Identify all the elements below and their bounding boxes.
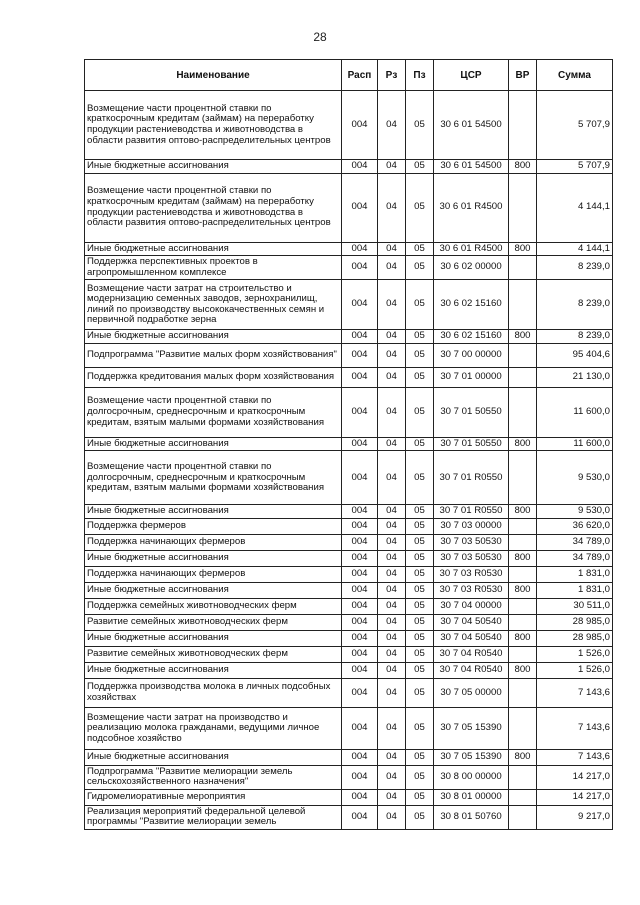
table-row — [85, 550, 613, 566]
cell-rz: 04 — [378, 678, 406, 707]
cell-pz: 05 — [406, 678, 434, 707]
cell-vr: 800 — [509, 242, 537, 256]
table-row — [85, 451, 613, 505]
table-row — [85, 505, 613, 519]
cell-rz: 04 — [378, 505, 406, 519]
table-row — [85, 387, 613, 437]
cell-rasp: 004 — [342, 518, 378, 534]
cell-csr: 30 7 03 50530 — [434, 534, 509, 550]
cell-csr: 30 6 01 54500 — [434, 91, 509, 160]
table-row — [85, 367, 613, 387]
cell-vr: 800 — [509, 505, 537, 519]
cell-rz: 04 — [378, 566, 406, 582]
cell-csr: 30 7 01 50550 — [434, 437, 509, 451]
cell-sum: 14 217,0 — [537, 765, 613, 789]
cell-rasp: 004 — [342, 173, 378, 242]
cell-vr — [509, 805, 537, 829]
cell-rz: 04 — [378, 805, 406, 829]
cell-rasp: 004 — [342, 598, 378, 614]
cell-rasp: 004 — [342, 505, 378, 519]
cell-vr: 800 — [509, 582, 537, 598]
cell-rasp: 004 — [342, 630, 378, 646]
cell-sum: 28 985,0 — [537, 614, 613, 630]
cell-rz: 04 — [378, 550, 406, 566]
cell-pz: 05 — [406, 550, 434, 566]
cell-sum: 9 217,0 — [537, 805, 613, 829]
cell-name: Возмещение части затрат на производство и реализацию молока гражданами, ведущими личное подсобное хозяйство — [85, 707, 342, 749]
cell-name: Иные бюджетные ассигнования — [85, 160, 342, 174]
cell-csr: 30 7 00 00000 — [434, 343, 509, 367]
cell-sum: 7 143,6 — [537, 749, 613, 765]
cell-csr: 30 7 04 50540 — [434, 614, 509, 630]
cell-vr — [509, 451, 537, 505]
cell-pz: 05 — [406, 582, 434, 598]
cell-rz: 04 — [378, 242, 406, 256]
cell-pz: 05 — [406, 280, 434, 330]
cell-pz: 05 — [406, 256, 434, 280]
cell-vr — [509, 646, 537, 662]
cell-rasp: 004 — [342, 367, 378, 387]
cell-pz: 05 — [406, 598, 434, 614]
cell-rz: 04 — [378, 707, 406, 749]
table-row — [85, 91, 613, 160]
header-vr: ВР — [509, 60, 537, 91]
cell-vr: 800 — [509, 330, 537, 344]
cell-csr: 30 7 05 15390 — [434, 749, 509, 765]
table-row — [85, 330, 613, 344]
cell-pz: 05 — [406, 707, 434, 749]
cell-vr — [509, 534, 537, 550]
cell-name: Возмещение части процентной ставки по долгосрочным, среднесрочным и краткосрочным кредитам, взятым малыми формами хозяйствования — [85, 387, 342, 437]
header-row — [85, 60, 613, 91]
table-row — [85, 437, 613, 451]
cell-name: Развитие семейных животноводческих ферм — [85, 614, 342, 630]
cell-rz: 04 — [378, 518, 406, 534]
cell-vr — [509, 566, 537, 582]
cell-csr: 30 7 01 00000 — [434, 367, 509, 387]
cell-csr: 30 6 02 15160 — [434, 280, 509, 330]
cell-rz: 04 — [378, 91, 406, 160]
cell-rz: 04 — [378, 451, 406, 505]
cell-rasp: 004 — [342, 566, 378, 582]
cell-pz: 05 — [406, 505, 434, 519]
cell-pz: 05 — [406, 646, 434, 662]
cell-name: Иные бюджетные ассигнования — [85, 662, 342, 678]
cell-name: Поддержка кредитования малых форм хозяйствования — [85, 367, 342, 387]
cell-pz: 05 — [406, 566, 434, 582]
cell-vr — [509, 518, 537, 534]
cell-vr — [509, 367, 537, 387]
cell-vr — [509, 789, 537, 805]
cell-csr: 30 7 03 R0530 — [434, 566, 509, 582]
cell-sum: 28 985,0 — [537, 630, 613, 646]
cell-rasp: 004 — [342, 550, 378, 566]
cell-csr: 30 7 01 50550 — [434, 387, 509, 437]
cell-sum: 9 530,0 — [537, 505, 613, 519]
cell-pz: 05 — [406, 749, 434, 765]
cell-pz: 05 — [406, 765, 434, 789]
cell-pz: 05 — [406, 451, 434, 505]
table-row — [85, 662, 613, 678]
cell-vr — [509, 256, 537, 280]
header-name: Наименование — [85, 60, 342, 91]
cell-name: Иные бюджетные ассигнования — [85, 582, 342, 598]
page-number: 28 — [313, 30, 327, 44]
table-row — [85, 566, 613, 582]
cell-pz: 05 — [406, 437, 434, 451]
table-row — [85, 765, 613, 789]
cell-name: Возмещение части процентной ставки по краткосрочным кредитам (займам) на переработку продукции растениеводства и животноводства в области развития оптово-распределительных центров — [85, 173, 342, 242]
cell-sum: 1 526,0 — [537, 646, 613, 662]
cell-sum: 9 530,0 — [537, 451, 613, 505]
cell-name: Поддержка семейных животноводческих ферм — [85, 598, 342, 614]
cell-sum: 4 144,1 — [537, 242, 613, 256]
cell-rasp: 004 — [342, 451, 378, 505]
cell-vr — [509, 91, 537, 160]
cell-name: Поддержка производства молока в личных подсобных хозяйствах — [85, 678, 342, 707]
cell-vr — [509, 765, 537, 789]
cell-rasp: 004 — [342, 662, 378, 678]
cell-csr: 30 6 01 R4500 — [434, 173, 509, 242]
table-row — [85, 173, 613, 242]
cell-rasp: 004 — [342, 91, 378, 160]
cell-csr: 30 7 01 R0550 — [434, 505, 509, 519]
table-row — [85, 598, 613, 614]
cell-name: Иные бюджетные ассигнования — [85, 630, 342, 646]
cell-csr: 30 7 04 R0540 — [434, 646, 509, 662]
table-header — [85, 60, 613, 91]
cell-csr: 30 7 03 00000 — [434, 518, 509, 534]
cell-rasp: 004 — [342, 614, 378, 630]
cell-rasp: 004 — [342, 256, 378, 280]
cell-name: Возмещение части процентной ставки по краткосрочным кредитам (займам) на переработку продукции растениеводства и животноводства в области развития оптово-распределительных центров — [85, 91, 342, 160]
cell-pz: 05 — [406, 242, 434, 256]
cell-csr: 30 6 01 54500 — [434, 160, 509, 174]
cell-rasp: 004 — [342, 330, 378, 344]
cell-sum: 11 600,0 — [537, 437, 613, 451]
cell-csr: 30 6 02 15160 — [434, 330, 509, 344]
table-row — [85, 534, 613, 550]
cell-csr: 30 7 03 50530 — [434, 550, 509, 566]
cell-name: Гидромелиоративные мероприятия — [85, 789, 342, 805]
table-body — [85, 91, 613, 830]
cell-rz: 04 — [378, 765, 406, 789]
cell-rz: 04 — [378, 662, 406, 678]
table-row — [85, 789, 613, 805]
table-row — [85, 614, 613, 630]
cell-sum: 1 831,0 — [537, 566, 613, 582]
cell-csr: 30 7 05 00000 — [434, 678, 509, 707]
cell-name: Поддержка фермеров — [85, 518, 342, 534]
cell-name: Поддержка начинающих фермеров — [85, 534, 342, 550]
cell-name: Подпрограмма "Развитие малых форм хозяйствования" — [85, 343, 342, 367]
cell-sum: 21 130,0 — [537, 367, 613, 387]
cell-sum: 34 789,0 — [537, 550, 613, 566]
table-row — [85, 749, 613, 765]
cell-pz: 05 — [406, 518, 434, 534]
cell-rasp: 004 — [342, 805, 378, 829]
cell-vr — [509, 280, 537, 330]
cell-sum: 8 239,0 — [537, 256, 613, 280]
cell-rz: 04 — [378, 160, 406, 174]
cell-sum: 30 511,0 — [537, 598, 613, 614]
cell-name: Поддержка начинающих фермеров — [85, 566, 342, 582]
cell-pz: 05 — [406, 630, 434, 646]
cell-sum: 95 404,6 — [537, 343, 613, 367]
header-pz: Пз — [406, 60, 434, 91]
table-row — [85, 343, 613, 367]
cell-sum: 14 217,0 — [537, 789, 613, 805]
cell-rz: 04 — [378, 387, 406, 437]
cell-vr: 800 — [509, 550, 537, 566]
cell-sum: 4 144,1 — [537, 173, 613, 242]
cell-rasp: 004 — [342, 534, 378, 550]
cell-sum: 36 620,0 — [537, 518, 613, 534]
cell-csr: 30 7 03 R0530 — [434, 582, 509, 598]
cell-vr: 800 — [509, 437, 537, 451]
header-sum: Сумма — [537, 60, 613, 91]
header-rasp: Расп — [342, 60, 378, 91]
cell-sum: 7 143,6 — [537, 678, 613, 707]
cell-vr: 800 — [509, 630, 537, 646]
cell-csr: 30 8 01 50760 — [434, 805, 509, 829]
cell-rz: 04 — [378, 646, 406, 662]
cell-rz: 04 — [378, 749, 406, 765]
table-row — [85, 678, 613, 707]
cell-rz: 04 — [378, 598, 406, 614]
cell-csr: 30 7 01 R0550 — [434, 451, 509, 505]
cell-name: Иные бюджетные ассигнования — [85, 330, 342, 344]
cell-pz: 05 — [406, 614, 434, 630]
cell-vr — [509, 173, 537, 242]
cell-rasp: 004 — [342, 280, 378, 330]
cell-csr: 30 8 01 00000 — [434, 789, 509, 805]
cell-name: Иные бюджетные ассигнования — [85, 242, 342, 256]
cell-csr: 30 6 02 00000 — [434, 256, 509, 280]
cell-sum: 8 239,0 — [537, 280, 613, 330]
table-row — [85, 582, 613, 598]
cell-vr — [509, 343, 537, 367]
cell-rasp: 004 — [342, 160, 378, 174]
cell-rz: 04 — [378, 582, 406, 598]
cell-vr: 800 — [509, 749, 537, 765]
cell-rz: 04 — [378, 614, 406, 630]
table-row — [85, 160, 613, 174]
table-row — [85, 256, 613, 280]
table-row — [85, 805, 613, 829]
cell-pz: 05 — [406, 91, 434, 160]
cell-csr: 30 8 00 00000 — [434, 765, 509, 789]
table-row — [85, 242, 613, 256]
cell-name: Иные бюджетные ассигнования — [85, 550, 342, 566]
cell-rasp: 004 — [342, 789, 378, 805]
cell-pz: 05 — [406, 789, 434, 805]
table-row — [85, 646, 613, 662]
table-row — [85, 707, 613, 749]
cell-vr — [509, 598, 537, 614]
cell-vr — [509, 678, 537, 707]
cell-rz: 04 — [378, 173, 406, 242]
cell-pz: 05 — [406, 330, 434, 344]
cell-rz: 04 — [378, 437, 406, 451]
cell-rasp: 004 — [342, 678, 378, 707]
cell-name: Иные бюджетные ассигнования — [85, 437, 342, 451]
cell-csr: 30 7 04 50540 — [434, 630, 509, 646]
cell-name: Возмещение части процентной ставки по долгосрочным, среднесрочным и краткосрочным кредитам, взятым малыми формами хозяйствования — [85, 451, 342, 505]
cell-sum: 11 600,0 — [537, 387, 613, 437]
cell-sum: 1 526,0 — [537, 662, 613, 678]
cell-name: Подпрограмма "Развитие мелиорации земель сельскохозяйственного назначения" — [85, 765, 342, 789]
cell-vr — [509, 707, 537, 749]
cell-rasp: 004 — [342, 749, 378, 765]
table-row — [85, 630, 613, 646]
cell-csr: 30 7 04 00000 — [434, 598, 509, 614]
cell-sum: 8 239,0 — [537, 330, 613, 344]
cell-rasp: 004 — [342, 437, 378, 451]
cell-pz: 05 — [406, 343, 434, 367]
cell-rz: 04 — [378, 789, 406, 805]
cell-name: Реализация мероприятий федеральной целевой программы "Развитие мелиорации земель — [85, 805, 342, 829]
cell-sum: 5 707,9 — [537, 160, 613, 174]
budget-table — [84, 59, 613, 830]
cell-rasp: 004 — [342, 582, 378, 598]
cell-rz: 04 — [378, 280, 406, 330]
cell-name: Возмещение части затрат на строительство и модернизацию семенных заводов, зернохранилищ, линий по производству высококачественных семян и первичной подработке зерна — [85, 280, 342, 330]
cell-rz: 04 — [378, 534, 406, 550]
cell-name: Развитие семейных животноводческих ферм — [85, 646, 342, 662]
cell-name: Иные бюджетные ассигнования — [85, 505, 342, 519]
cell-sum: 5 707,9 — [537, 91, 613, 160]
cell-rz: 04 — [378, 256, 406, 280]
cell-vr: 800 — [509, 662, 537, 678]
cell-rz: 04 — [378, 330, 406, 344]
table-row — [85, 280, 613, 330]
cell-vr — [509, 614, 537, 630]
cell-pz: 05 — [406, 387, 434, 437]
cell-sum: 7 143,6 — [537, 707, 613, 749]
cell-pz: 05 — [406, 160, 434, 174]
cell-rasp: 004 — [342, 343, 378, 367]
header-rz: Рз — [378, 60, 406, 91]
cell-pz: 05 — [406, 662, 434, 678]
cell-vr: 800 — [509, 160, 537, 174]
cell-pz: 05 — [406, 534, 434, 550]
cell-rasp: 004 — [342, 646, 378, 662]
cell-rz: 04 — [378, 343, 406, 367]
cell-rasp: 004 — [342, 765, 378, 789]
cell-vr — [509, 387, 537, 437]
cell-sum: 1 831,0 — [537, 582, 613, 598]
cell-rasp: 004 — [342, 242, 378, 256]
cell-pz: 05 — [406, 173, 434, 242]
cell-pz: 05 — [406, 367, 434, 387]
header-csr: ЦСР — [434, 60, 509, 91]
cell-csr: 30 7 05 15390 — [434, 707, 509, 749]
cell-rz: 04 — [378, 367, 406, 387]
cell-pz: 05 — [406, 805, 434, 829]
cell-rasp: 004 — [342, 707, 378, 749]
cell-rasp: 004 — [342, 387, 378, 437]
cell-csr: 30 6 01 R4500 — [434, 242, 509, 256]
table-row — [85, 518, 613, 534]
cell-sum: 34 789,0 — [537, 534, 613, 550]
cell-name: Иные бюджетные ассигнования — [85, 749, 342, 765]
cell-rz: 04 — [378, 630, 406, 646]
cell-name: Поддержка перспективных проектов в агропромышленном комплексе — [85, 256, 342, 280]
cell-csr: 30 7 04 R0540 — [434, 662, 509, 678]
